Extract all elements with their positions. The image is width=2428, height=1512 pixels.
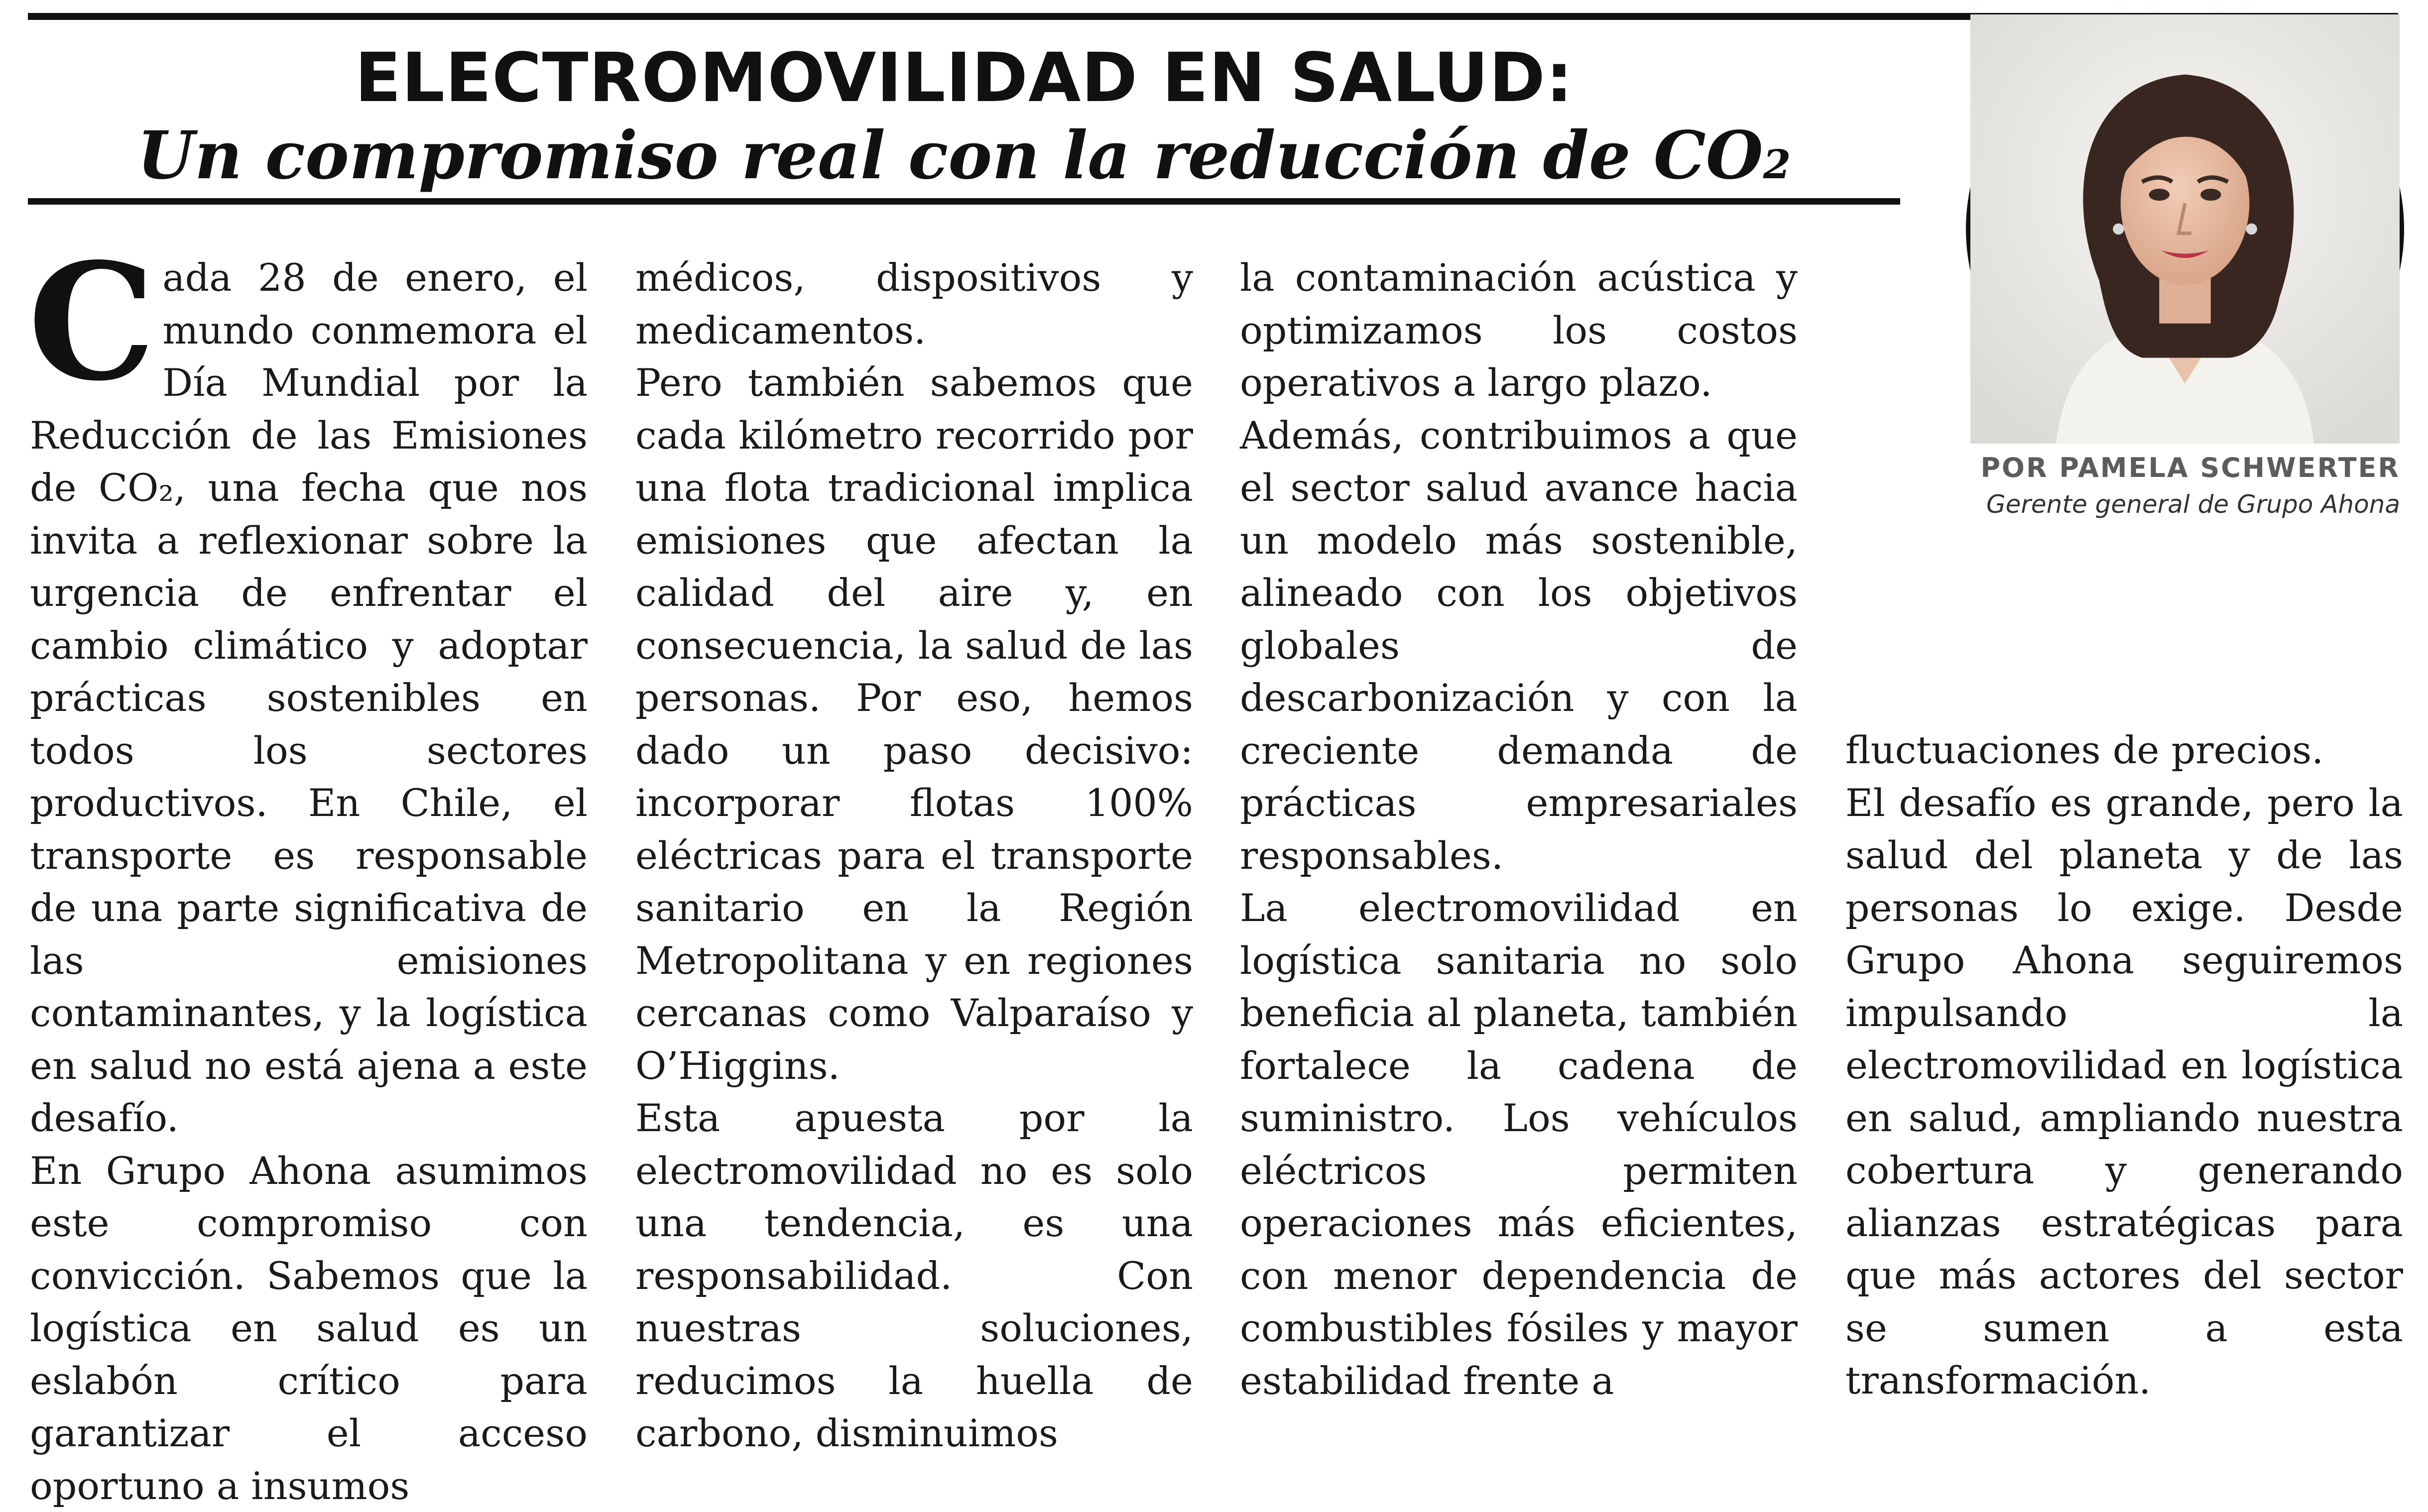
article-column-4 [1845,724,2403,1356]
drop-cap: C [28,255,155,393]
paragraph: la contaminación acústica y optimizamos los costos operativos a largo plazo. [1240,251,1798,409]
article-column-2 [635,251,1193,1357]
paragraph: médicos, dispositivos y medicamentos. [635,251,1193,356]
paragraph: La electromovilidad en logística sanitaria no solo beneficia al planeta, también fortalece la cadena de suministro. Los vehículos eléctricos permiten operaciones más eficientes, con menor dependencia de combustibles fósiles y mayor estabilidad frente a [1240,882,1798,1407]
portrait-illustration [1970,24,2400,434]
paragraph: El desafío es grande, pero la salud del planeta y de las personas lo exige. Desde Grupo Ahona seguiremos impulsando la electromovilidad en logística en salud, ampliando nuestra cobertura y generando alianzas estratégicas para que más actores del sector se sumen a esta transformación. [1845,777,2403,1407]
paragraph: Esta apuesta por la electromovilidad no es solo una tendencia, es una responsabilidad. Con nuestras soluciones, reducimos la huella de carbono, disminuimos [635,1092,1193,1460]
subheadline-subscript: 2 [1763,141,1791,188]
paragraph: En Grupo Ahona asumimos este compromiso con convicción. Sabemos que la logística en salud es un eslabón crítico para garantizar el acceso oportuno a insumos [30,1145,588,1512]
subheadline-text: Un compromiso real con la reducción de CO [137,117,1763,194]
paragraph: ada 28 de enero, el mundo conmemora el Día Mundial por la Reducción de las Emisiones de CO₂, una fecha que nos invita a reflexionar sobre la urgencia de enfrentar el cambio climático y adoptar prácticas sostenibles en todos los sectores productivos. En Chile, el transporte es responsable de una parte significativa de las emisiones contaminantes, y la logística en salud no está ajena a este desafío. [30,251,588,1145]
paragraph: fluctuaciones de precios. [1845,724,2403,777]
author-role: Gerente general de Grupo Ahona [1986,488,2400,521]
headline-rule [28,198,1900,205]
article-column-1 [30,251,588,1357]
author-byline: POR PAMELA SCHWERTER [1980,451,2400,485]
subheadline [28,114,1900,207]
paragraph: Pero también sabemos que cada kilómetro recorrido por una flota tradicional implica emisiones que afectan la calidad del aire y, en consecuencia, la salud de las personas. Por eso, hemos dado un paso decisivo: incorporar flotas 100% eléctricas para el transporte sanitario en la Región Metropolitana y en regiones cercanas como Valparaíso y O’Higgins. [635,356,1193,1092]
article-column-3 [1240,251,1798,1357]
headline: ELECTROMOVILIDAD EN SALUD: [28,35,1900,122]
author-portrait-icon [1966,20,2404,438]
paragraph: Además, contribuimos a que el sector salud avance hacia un modelo más sostenible, alineado con los objetivos globales de descarbonización y con la creciente demanda de prácticas empresariales responsables. [1240,409,1798,882]
